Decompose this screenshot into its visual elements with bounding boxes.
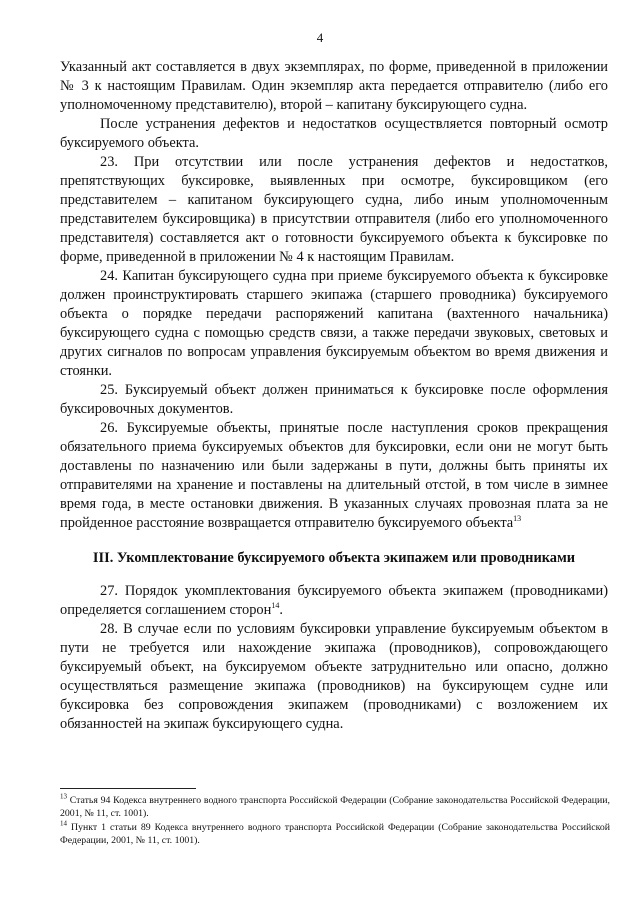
footnote-13-text: Статья 94 Кодекса внутреннего водного транспорта Российской Федерации (Собрание законодательства Российской Федерации, 2001, № 11, ст. 1001). bbox=[60, 795, 610, 819]
paragraph-reinspection: После устранения дефектов и недостатков осуществляется повторный осмотр буксируемого объекта. bbox=[60, 116, 608, 151]
paragraph-act-copies: Указанный акт составляется в двух экземплярах, по форме, приведенной в приложении № 3 к настоящим Правилам. Один экземпляр акта передается отправителю (либо его уполномоченному представителю), второй – капитану буксирующего судна. bbox=[60, 59, 608, 113]
paragraph-27 bbox=[60, 582, 608, 620]
paragraph-25: 25. Буксируемый объект должен приниматься к буксировке после оформления буксировочных документов. bbox=[60, 382, 608, 417]
footnote-13-number: 13 bbox=[60, 792, 67, 801]
footnote-14 bbox=[60, 819, 610, 847]
paragraph-23: 23. При отсутствии или после устранения дефектов и недостатков, препятствующих буксировке, выявленных при осмотре, буксировщиком (его представителем – капитаном буксирующего судна, либо иным уполномоченным представителем буксировщика) в присутствии отправителя (либо его уполномоченного представителя) составляется акт о готовности буксируемого объекта к буксировке по форме, приведенной в приложении № 4 к настоящим Правилам. bbox=[60, 154, 608, 265]
paragraph-26 bbox=[60, 419, 608, 533]
page-number: 4 bbox=[316, 30, 324, 45]
paragraph-24: 24. Капитан буксирующего судна при приеме буксируемого объекта к буксировке должен проинструктировать старшего экипажа (старшего проводника) буксируемого объекта о порядке передачи распоряжений капитана (вахтенного начальника) буксирующего судна с помощью средств связи, а также передачи звуковых, световых и других сигналов по вопросам управления буксируемым объектом во время движения и стоянки. bbox=[60, 268, 608, 379]
footnote-14-number: 14 bbox=[60, 819, 67, 828]
paragraph-27-end: . bbox=[279, 602, 283, 618]
footnote-ref-14: 14 bbox=[271, 601, 280, 611]
paragraph-26-text: 26. Буксируемые объекты, принятые после наступления сроков прекращения обязательного приема буксируемых объектов для буксировки, если они не могут быть доставлены по назначению или были задержаны в пути, должны быть приняты их отправителями на хранение и поставлены на длительный отстой, в том числе в зимнее время года, в месте остановки движения. В указанных случаях провозная плата за не пройденное расстояние возвращается отправителю буксируемого объекта bbox=[60, 420, 608, 531]
paragraph-27-text: 27. Порядок укомплектования буксируемого объекта экипажем (проводниками) определяется соглашением сторон bbox=[60, 583, 608, 618]
footnote-ref-13: 13 bbox=[513, 514, 522, 524]
document-body bbox=[60, 58, 608, 734]
footnote-13 bbox=[60, 792, 610, 820]
footnote-14-text: Пункт 1 статьи 89 Кодекса внутреннего водного транспорта Российской Федерации (Собрание законодательства Российской Федерации, 2001, № 11, ст. 1001). bbox=[60, 822, 610, 846]
paragraph-28: 28. В случае если по условиям буксировки управление буксируемым объектом в пути не требуется или нахождение экипажа (проводников), сопровождающего буксируемый объект, на буксируемом объекте затруднительно или опасно, должно осуществляться размещение экипажа (проводников) на буксирующем судне или буксировка без сопровождения экипажем (проводниками) с возложением их обязанностей на экипаж буксирующего судна. bbox=[60, 621, 608, 732]
section-heading: III. Укомплектование буксируемого объекта экипажем или проводниками bbox=[92, 550, 576, 566]
footnote-divider bbox=[60, 788, 196, 789]
footnotes bbox=[60, 792, 610, 849]
